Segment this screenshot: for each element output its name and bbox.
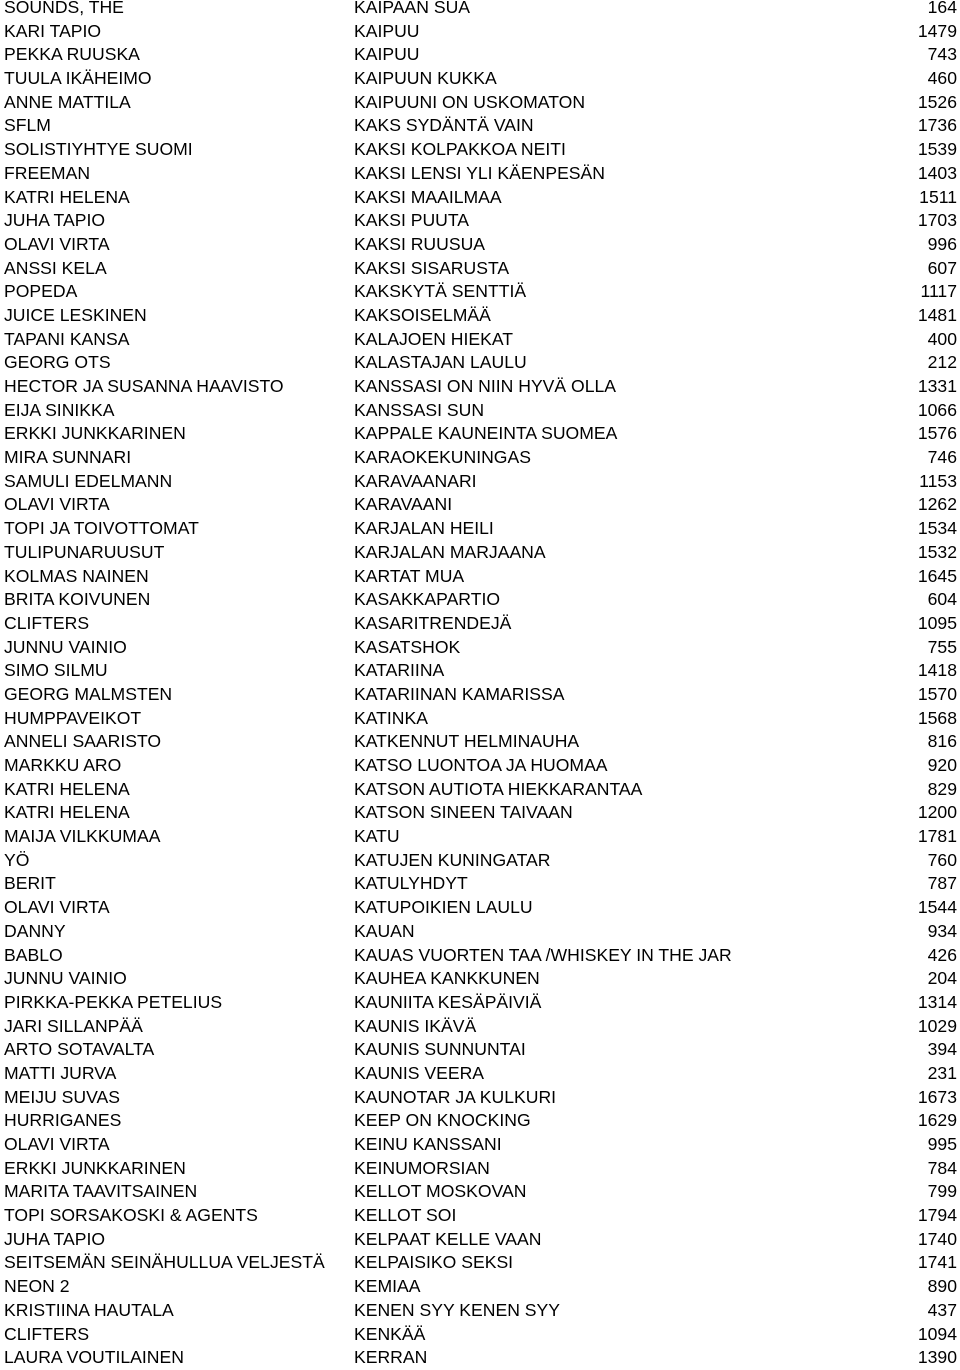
list-item (0, 1299, 960, 1323)
song-title: KAUNIS IKÄVÄ (354, 1015, 477, 1036)
list-item (0, 991, 960, 1015)
song-number: 437 (927, 1299, 957, 1320)
list-item (0, 114, 960, 138)
song-title: KAIPAAN SUA (354, 0, 471, 17)
song-number: 212 (927, 352, 957, 373)
song-title: KAPPALE KAUNEINTA SUOMEA (354, 423, 618, 444)
list-item (0, 399, 960, 423)
artist-name: CLIFTERS (4, 1323, 90, 1344)
artist-name: TAPANI KANSA (4, 328, 130, 349)
song-number: 1741 (917, 1252, 957, 1273)
artist-name: SOUNDS, THE (4, 0, 124, 17)
artist-name: MEIJU SUVAS (4, 1086, 121, 1107)
song-number: 829 (927, 778, 957, 799)
song-title: KAUHEA KANKKUNEN (354, 968, 540, 989)
song-title: KAUNIS SUNNUNTAI (354, 1039, 526, 1060)
artist-name: HURRIGANES (4, 1110, 122, 1131)
artist-name: ANNE MATTILA (4, 91, 131, 112)
artist-name: TUULA IKÄHEIMO (4, 68, 152, 89)
song-title: KAKSI SISARUSTA (354, 257, 510, 278)
song-number: 1331 (917, 376, 957, 396)
list-item (0, 896, 960, 920)
song-title: KAUNIITA KESÄPÄIVIÄ (354, 991, 542, 1012)
artist-name: JUICE LESKINEN (4, 304, 147, 325)
artist-name: BABLO (4, 944, 63, 965)
song-title: KELLOT SOI (354, 1205, 457, 1226)
song-number: 890 (927, 1276, 957, 1297)
list-item (0, 1323, 960, 1347)
artist-name: NEON 2 (4, 1276, 70, 1297)
artist-name: ERKKI JUNKKARINEN (4, 423, 186, 444)
song-number: 1403 (917, 162, 957, 183)
list-item (0, 683, 960, 707)
song-title: KAKSKYTÄ SENTTIÄ (354, 281, 527, 302)
song-number: 784 (927, 1157, 957, 1178)
song-title: KASATSHOK (354, 636, 461, 657)
song-title: KELPAISIKO SEKSI (354, 1252, 514, 1273)
song-number: 204 (927, 968, 957, 989)
list-item (0, 920, 960, 944)
song-number: 1645 (917, 565, 957, 586)
list-item (0, 304, 960, 328)
song-number: 755 (927, 636, 957, 657)
artist-name: KRISTIINA HAUTALA (4, 1299, 174, 1320)
artist-name: SIMO SILMU (4, 660, 108, 681)
artist-name: BRITA KOIVUNEN (4, 589, 151, 610)
song-title: KARAOKEKUNINGAS (354, 447, 531, 468)
song-title: KATUJEN KUNINGATAR (354, 849, 551, 870)
song-number: 1532 (917, 541, 957, 562)
list-item (0, 944, 960, 968)
song-title: KAIPUU (354, 44, 420, 65)
song-title: KAIPUU (354, 20, 420, 41)
song-number: 1736 (917, 115, 957, 136)
song-number: 1479 (917, 20, 957, 41)
artist-name: OLAVI VIRTA (4, 494, 110, 515)
list-item (0, 20, 960, 44)
list-item (0, 0, 960, 20)
song-title: KATULYHDYT (354, 873, 468, 894)
list-item (0, 1275, 960, 1299)
list-item (0, 1015, 960, 1039)
song-number: 1673 (917, 1086, 957, 1107)
song-title: KATARIINA (354, 660, 445, 681)
song-number: 1153 (919, 470, 957, 491)
song-number: 1568 (917, 707, 957, 728)
song-number: 1481 (917, 304, 957, 325)
song-number: 1629 (917, 1110, 957, 1131)
list-item (0, 1204, 960, 1228)
artist-name: ANSSI KELA (4, 257, 107, 278)
artist-name: BERIT (4, 873, 56, 894)
song-title: KARJALAN MARJAANA (354, 541, 546, 562)
artist-name: PIRKKA-PEKKA PETELIUS (4, 991, 223, 1012)
song-number: 460 (927, 68, 957, 89)
song-number: 746 (927, 447, 957, 468)
song-number: 1390 (917, 1347, 957, 1368)
song-title: KATINKA (354, 707, 428, 728)
artist-name: MATTI JURVA (4, 1062, 117, 1083)
song-number: 1576 (917, 423, 957, 444)
list-item (0, 470, 960, 494)
list-item (0, 162, 960, 186)
artist-name: POPEDA (4, 281, 78, 302)
artist-name: CLIFTERS (4, 612, 90, 633)
song-number: 1314 (917, 991, 957, 1012)
artist-name: JUHA TAPIO (4, 1228, 106, 1249)
song-number: 1544 (917, 897, 957, 918)
list-item (0, 659, 960, 683)
song-number: 760 (927, 849, 957, 870)
list-item (0, 872, 960, 896)
song-number: 1029 (917, 1015, 957, 1036)
song-title: KAKS SYDÄNTÄ VAIN (354, 115, 534, 136)
artist-name: ERKKI JUNKKARINEN (4, 1157, 186, 1178)
list-item (0, 257, 960, 281)
song-number: 1526 (917, 91, 957, 112)
song-title: KATSON AUTIOTA HIEKKARANTAA (354, 778, 643, 799)
song-number: 164 (927, 0, 957, 17)
list-item (0, 1251, 960, 1275)
song-title: KARJALAN HEILI (354, 518, 494, 539)
song-number: 920 (927, 755, 957, 775)
song-number: 743 (927, 44, 957, 65)
artist-name: JUHA TAPIO (4, 210, 106, 231)
song-number: 1740 (917, 1228, 957, 1249)
song-title: KAKSI KOLPAKKOA NEITI (354, 139, 566, 160)
song-title: KATARIINAN KAMARISSA (354, 683, 565, 704)
artist-name: ARTO SOTAVALTA (4, 1039, 155, 1060)
song-title: KAKSI RUUSUA (354, 233, 486, 254)
song-title: KASARITRENDEJÄ (354, 612, 512, 633)
artist-name: TOPI SORSAKOSKI & AGENTS (4, 1205, 258, 1226)
list-item (0, 186, 960, 210)
list-item (0, 967, 960, 991)
song-number: 607 (927, 257, 957, 278)
song-number: 400 (927, 328, 957, 349)
artist-name: TULIPUNARUUSUT (4, 541, 165, 562)
song-title: KEINU KANSSANI (354, 1134, 502, 1154)
list-item (0, 67, 960, 91)
song-number: 1117 (920, 281, 957, 302)
list-item (0, 588, 960, 612)
list-item (0, 730, 960, 754)
artist-name: MIRA SUNNARI (4, 447, 132, 468)
artist-name: JUNNU VAINIO (4, 636, 127, 657)
artist-name: KATRI HELENA (4, 802, 130, 823)
list-item (0, 565, 960, 589)
list-item (0, 707, 960, 731)
list-item (0, 1346, 960, 1370)
artist-name: DANNY (4, 920, 66, 941)
song-number: 1511 (919, 186, 957, 207)
artist-name: KARI TAPIO (4, 20, 102, 41)
list-item (0, 849, 960, 873)
song-number: 1095 (917, 612, 957, 633)
song-title: KARAVAANARI (354, 470, 477, 491)
artist-name: KATRI HELENA (4, 186, 130, 207)
artist-name: SEITSEMÄN SEINÄHULLUA VELJESTÄ (4, 1252, 325, 1273)
artist-name: SOLISTIYHTYE SUOMI (4, 139, 193, 160)
list-item (0, 328, 960, 352)
artist-name: MARKKU ARO (4, 755, 122, 775)
list-item (0, 1038, 960, 1062)
song-number: 996 (927, 233, 957, 254)
artist-name: MARITA TAAVITSAINEN (4, 1181, 198, 1202)
song-title: KENKÄÄ (354, 1323, 426, 1344)
artist-name: TOPI JA TOIVOTTOMAT (4, 518, 199, 539)
song-title: KAUAN (354, 920, 415, 941)
song-number: 604 (927, 589, 957, 610)
song-number: 799 (927, 1181, 957, 1202)
list-item (0, 446, 960, 470)
artist-name: HUMPPAVEIKOT (4, 707, 142, 728)
song-title: KALAJOEN HIEKAT (354, 328, 514, 349)
song-title: KANSSASI ON NIIN HYVÄ OLLA (354, 376, 617, 396)
list-item (0, 636, 960, 660)
song-number: 1703 (917, 210, 957, 231)
artist-name: JUNNU VAINIO (4, 968, 127, 989)
list-item (0, 91, 960, 115)
list-item (0, 517, 960, 541)
song-title: KATSO LUONTOA JA HUOMAA (354, 755, 608, 775)
song-title: KENEN SYY KENEN SYY (354, 1299, 560, 1320)
song-title: KAKSI LENSI YLI KÄENPESÄN (354, 162, 605, 183)
song-number: 1534 (917, 518, 957, 539)
song-title: KARTAT MUA (354, 565, 465, 586)
artist-name: ANNELI SAARISTO (4, 731, 162, 752)
song-number: 394 (927, 1039, 957, 1060)
song-number: 1570 (917, 683, 957, 704)
song-number: 1539 (917, 139, 957, 160)
artist-name: MAIJA VILKKUMAA (4, 826, 161, 847)
list-item (0, 375, 960, 399)
list-item (0, 138, 960, 162)
song-number: 1794 (917, 1205, 957, 1226)
list-item (0, 754, 960, 778)
artist-name: YÖ (4, 849, 30, 870)
song-title: KALASTAJAN LAULU (354, 352, 527, 373)
song-number: 995 (927, 1134, 957, 1154)
song-title: KEMIAA (354, 1276, 421, 1297)
song-number: 1066 (917, 399, 957, 420)
list-item (0, 233, 960, 257)
artist-name: GEORG OTS (4, 352, 111, 373)
song-number: 1418 (917, 660, 957, 681)
song-title: KATSON SINEEN TAIVAAN (354, 802, 573, 823)
song-title: KARAVAANI (354, 494, 453, 515)
list-item (0, 825, 960, 849)
list-item (0, 1133, 960, 1157)
artist-name: OLAVI VIRTA (4, 1134, 110, 1154)
song-title: KAKSOISELMÄÄ (354, 304, 491, 325)
list-item (0, 280, 960, 304)
list-item (0, 43, 960, 67)
song-title: KELLOT MOSKOVAN (354, 1181, 527, 1202)
song-number: 1262 (917, 494, 957, 515)
list-item (0, 1062, 960, 1086)
song-title: KATKENNUT HELMINAUHA (354, 731, 580, 752)
song-number: 1094 (917, 1323, 957, 1344)
song-title: KANSSASI SUN (354, 399, 485, 420)
song-title: KAUAS VUORTEN TAA /WHISKEY IN THE JAR (354, 944, 732, 965)
song-title: KAKSI MAAILMAA (354, 186, 502, 207)
artist-name: SAMULI EDELMANN (4, 470, 173, 491)
song-number: 816 (927, 731, 957, 752)
song-title: KEINUMORSIAN (354, 1157, 490, 1178)
list-item (0, 1180, 960, 1204)
song-number: 426 (927, 944, 957, 965)
song-title: KATU (354, 826, 400, 847)
song-title: KEEP ON KNOCKING (354, 1110, 531, 1131)
song-title: KERRAN (354, 1347, 428, 1368)
artist-name: PEKKA RUUSKA (4, 44, 140, 65)
song-number: 231 (927, 1062, 957, 1083)
list-item (0, 541, 960, 565)
artist-name: FREEMAN (4, 162, 91, 183)
song-title: KATUPOIKIEN LAULU (354, 897, 533, 918)
song-title: KAUNOTAR JA KULKURI (354, 1086, 557, 1107)
artist-name: OLAVI VIRTA (4, 897, 110, 918)
list-item (0, 1157, 960, 1181)
list-item (0, 1228, 960, 1252)
list-item (0, 778, 960, 802)
artist-name: SFLM (4, 115, 51, 136)
song-number: 787 (927, 873, 957, 894)
song-title: KASAKKAPARTIO (354, 589, 501, 610)
list-item (0, 422, 960, 446)
song-title: KAIPUUN KUKKA (354, 68, 497, 89)
artist-name: KATRI HELENA (4, 778, 130, 799)
song-number: 1200 (917, 802, 957, 823)
list-item (0, 801, 960, 825)
song-number: 934 (927, 920, 957, 941)
song-title: KAIPUUNI ON USKOMATON (354, 91, 586, 112)
song-title: KELPAAT KELLE VAAN (354, 1228, 542, 1249)
list-item (0, 1086, 960, 1110)
song-number: 1781 (917, 826, 957, 847)
list-item (0, 351, 960, 375)
list-item (0, 493, 960, 517)
list-item (0, 209, 960, 233)
artist-name: EIJA SINIKKA (4, 399, 115, 420)
artist-name: OLAVI VIRTA (4, 233, 110, 254)
artist-name: HECTOR JA SUSANNA HAAVISTO (4, 376, 284, 396)
song-title: KAUNIS VEERA (354, 1062, 485, 1083)
artist-name: KOLMAS NAINEN (4, 565, 149, 586)
list-item (0, 1109, 960, 1133)
song-title: KAKSI PUUTA (354, 210, 470, 231)
artist-name: LAURA VOUTILAINEN (4, 1347, 184, 1368)
list-item (0, 612, 960, 636)
artist-name: JARI SILLANPÄÄ (4, 1015, 143, 1036)
artist-name: GEORG MALMSTEN (4, 683, 173, 704)
